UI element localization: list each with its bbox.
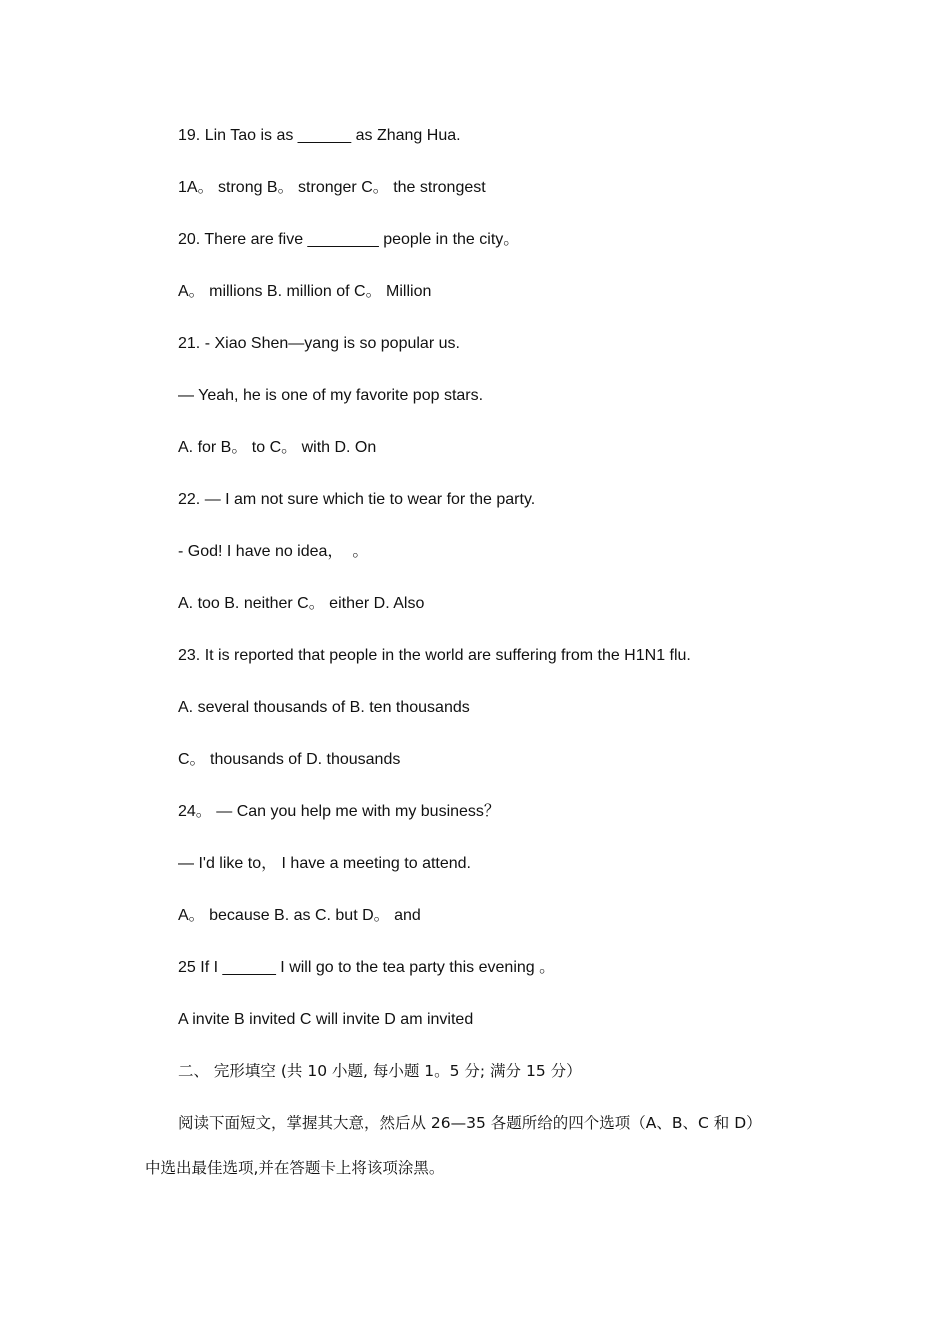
options-22: A. too B. neither C。 either D. Also bbox=[178, 595, 425, 612]
options-20: A。 millions B. million of C。 Million bbox=[178, 283, 432, 300]
question-19: 19. Lin Tao is as ______ as Zhang Hua. bbox=[178, 127, 461, 144]
question-21: 21. - Xiao Shen—yang is so popular us. bbox=[178, 335, 460, 352]
section-instructions-continued: 中选出最佳选项,并在答题卡上将该项涂黑。 bbox=[145, 1159, 445, 1177]
question-20: 20. There are five ________ people in the city。 bbox=[178, 231, 520, 248]
question-24: 24。 — Can you help me with my business？ bbox=[178, 803, 500, 820]
section-heading-cloze: 二、 完形填空 (共 10 小题, 每小题 1。5 分; 满分 15 分） bbox=[178, 1062, 582, 1080]
question-22-reply: - God! I have no idea， 。 bbox=[178, 543, 369, 560]
options-23-line2: C。 thousands of D. thousands bbox=[178, 751, 401, 768]
options-21: A. for B。 to C。 with D. On bbox=[178, 439, 377, 456]
options-25: A invite B invited C will invite D am invited bbox=[178, 1011, 474, 1028]
question-25: 25 If I ______ I will go to the tea party this evening 。 bbox=[178, 959, 556, 976]
question-21-reply: — Yeah, he is one of my favorite pop stars. bbox=[178, 387, 484, 404]
question-22: 22. — I am not sure which tie to wear for the party. bbox=[178, 491, 536, 508]
options-23-line1: A. several thousands of B. ten thousands bbox=[178, 699, 470, 716]
options-24: A。 because B. as C. but D。 and bbox=[178, 907, 421, 924]
question-24-reply: — I'd like to， I have a meeting to attend. bbox=[178, 855, 471, 872]
options-19: 1A。 strong B。 stronger C。 the strongest bbox=[178, 179, 486, 196]
section-instructions: 阅读下面短文，掌握其大意，然后从 26—35 各题所给的四个选项（A、B、C 和 D） bbox=[178, 1114, 762, 1132]
question-23: 23. It is reported that people in the world are suffering from the H1N1 flu. bbox=[178, 647, 691, 664]
